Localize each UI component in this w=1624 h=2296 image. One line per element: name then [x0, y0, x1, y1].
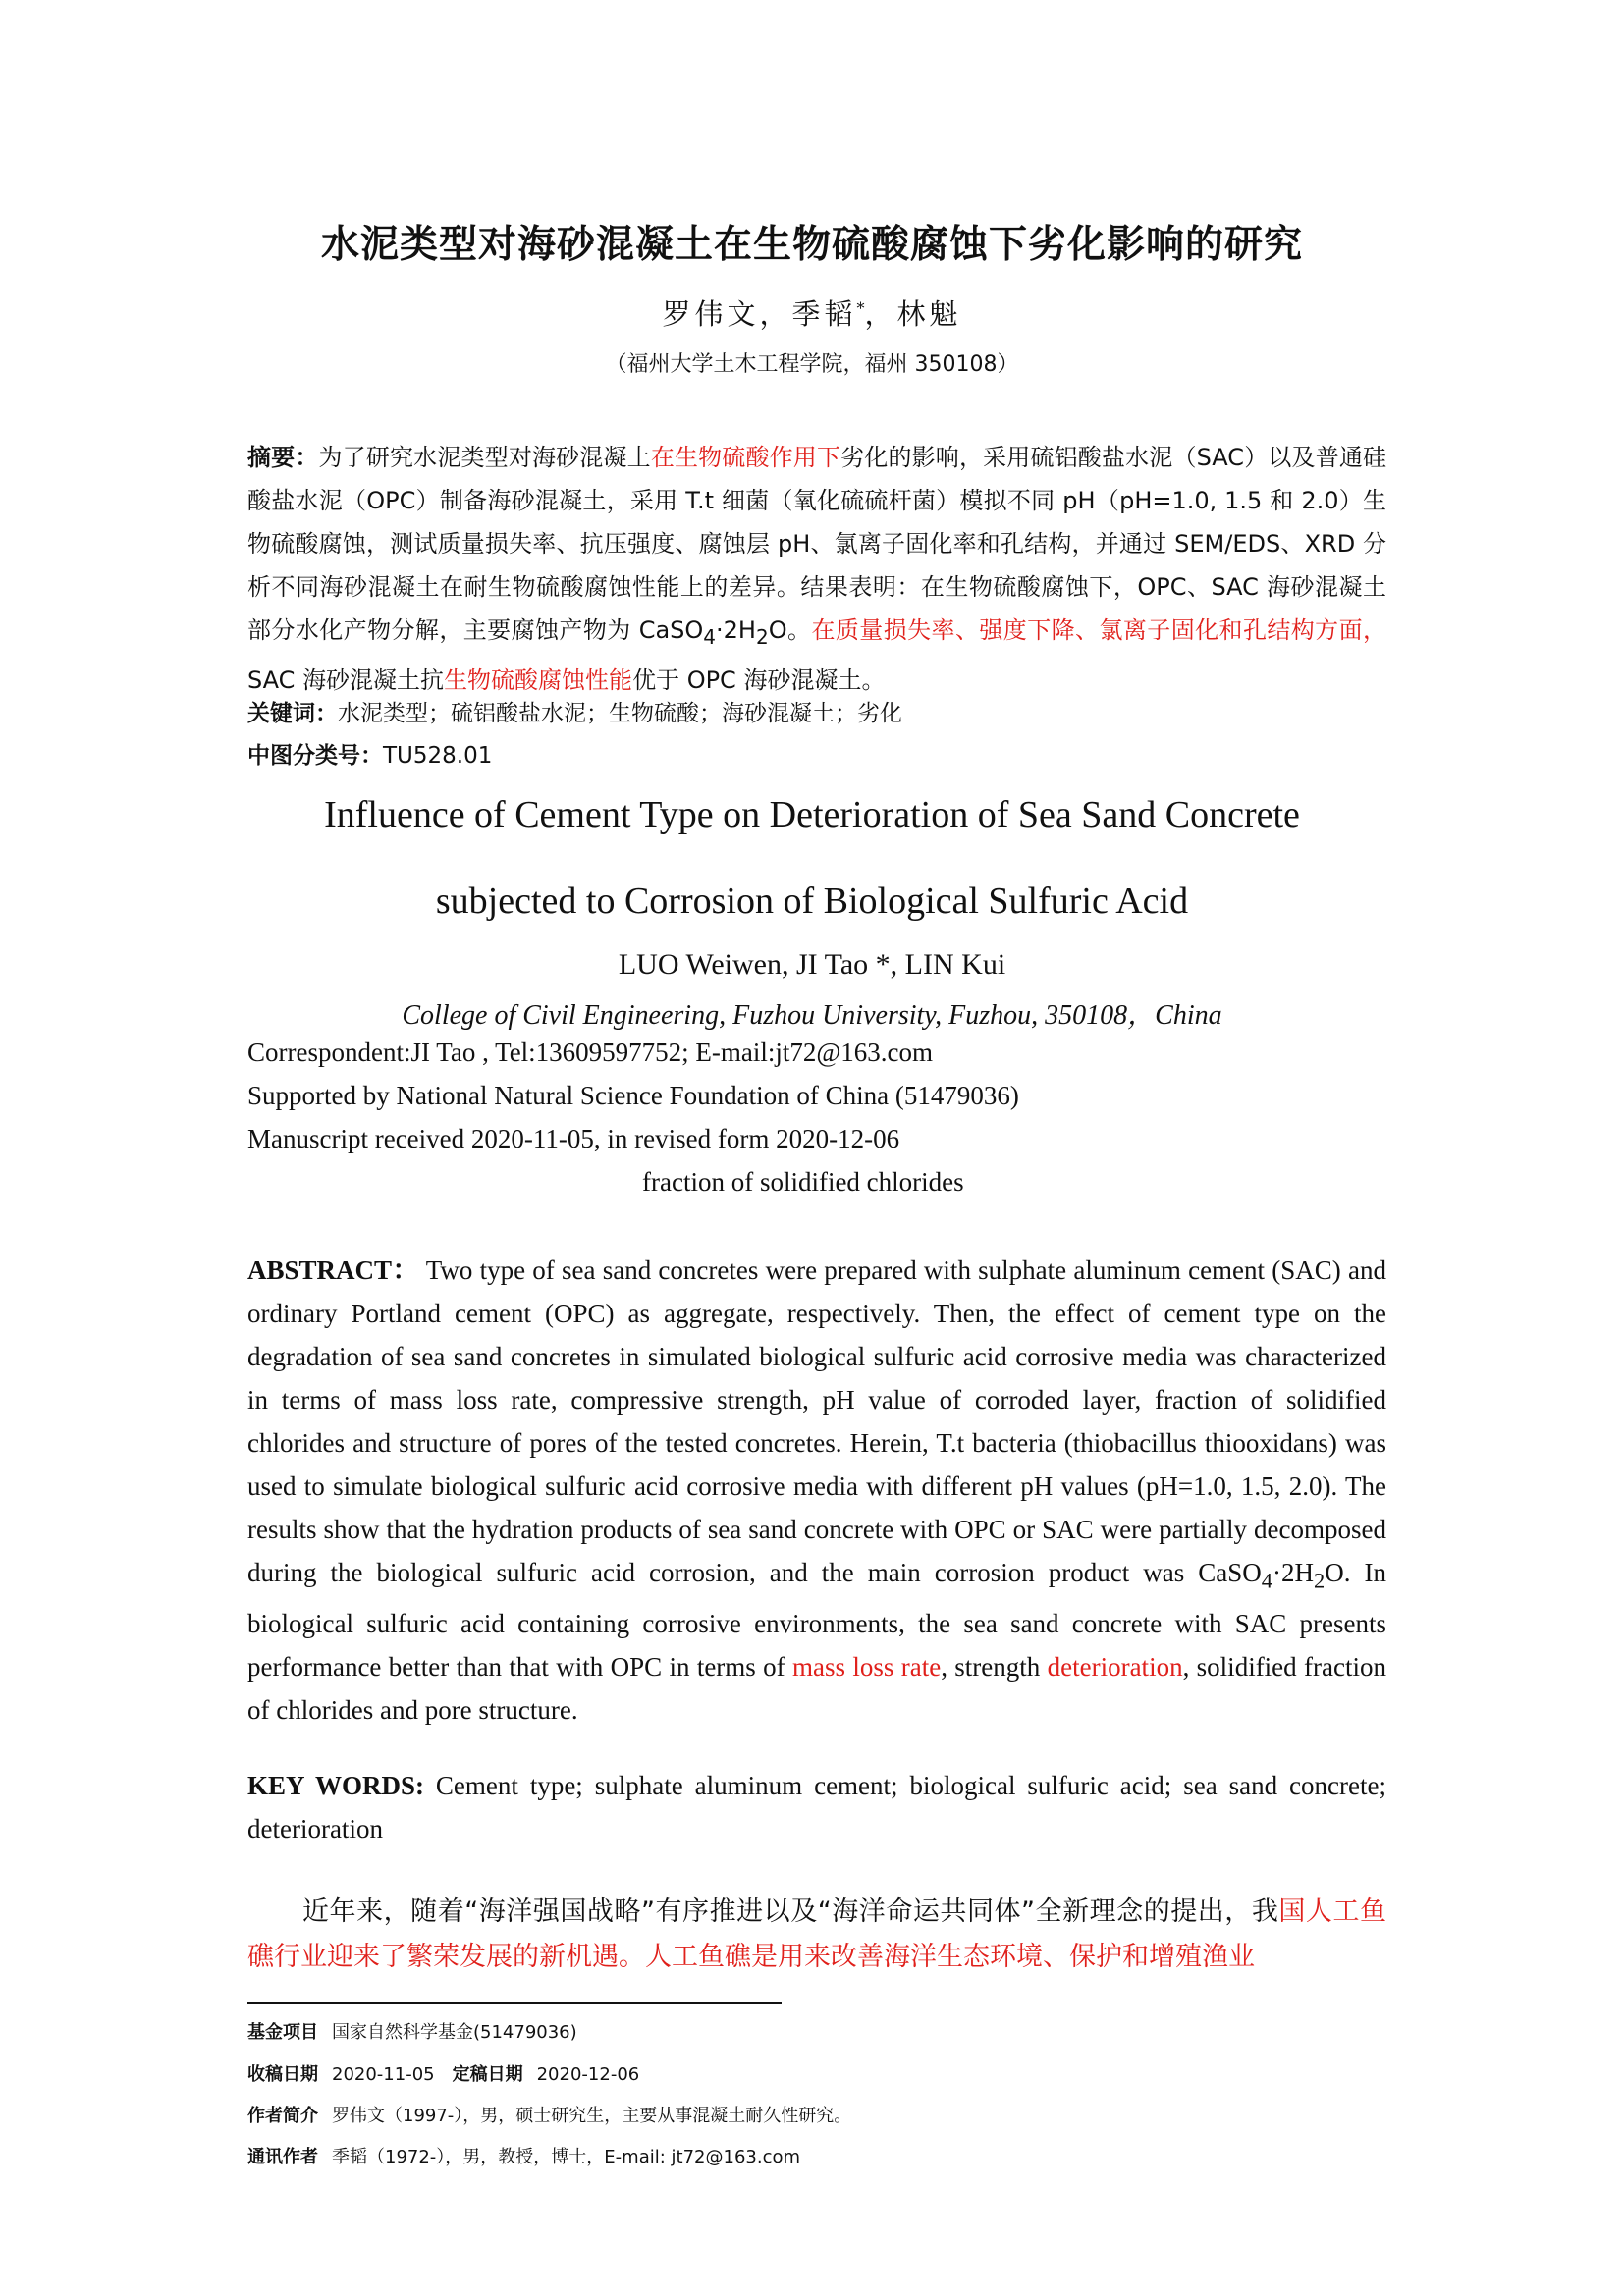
english-abstract-text-3: , strength: [941, 1652, 1048, 1682]
english-affiliation: College of Civil Engineering, Fuzhou University, Fuzhou, 350108，China: [402, 1000, 1222, 1031]
chinese-abstract: [247, 436, 1386, 702]
chinese-abstract-highlight-2: 在质量损失率、强度下降、氯离子固化和孔结构方面，: [811, 616, 1387, 644]
correspondent-info: Correspondent:JI Tao , Tel:13609597752; E-mail:jt72@163.com: [247, 1038, 934, 1067]
chinese-keywords-text: 水泥类型；硫铝酸盐水泥；生物硫酸；海砂混凝土；劣化: [338, 701, 902, 726]
footnote-author: [247, 2102, 851, 2127]
introduction-highlight: 国人工鱼礁行业迎来了繁荣发展的新机遇。人工鱼礁是用来改善海洋生态环境、保护和增殖渔业: [247, 1896, 1387, 1972]
chinese-abstract-text-3: SAC 海砂混凝土抗: [247, 666, 445, 694]
english-abstract-text-1: Two type of sea sand concretes were prepared with sulphate aluminum cement (SAC) and ordinary Portland cement (OPC) as aggregate, respectively. Then, the effect of cement type on the degradation of sea sand concretes in simulated biological sulfuric acid corrosive media was characterized in terms of mass loss rate, compressive strength, pH value of corroded layer, fraction of solidified chlorides and structure of pores of the tested concretes. Herein, T.t bacteria (thiobacillus thiooxidans) was used to simulate biological sulfuric acid corrosive media with different pH values (pH=1.0, 1.5, 2.0). The results show that the hydration products of sea sand concrete with OPC or SAC were partially decomposed during the biological sulfuric acid corrosion, and the main corrosion product was CaSO: [247, 1255, 1386, 1587]
chinese-abstract-text-1: 为了研究水泥类型对海砂混凝土: [318, 444, 651, 471]
footnote-author-label: 作者简介: [247, 2106, 318, 2126]
footnote-received-date: 2020-11-05: [332, 2064, 435, 2085]
chinese-keywords-label: 关键词：: [247, 701, 338, 726]
chinese-authors: [0, 293, 1624, 333]
english-abstract-dot: ·2H: [1272, 1558, 1314, 1587]
chinese-affiliation: （福州大学土木工程学院，福州 350108）: [605, 352, 1019, 377]
chinese-keywords: [247, 694, 1386, 733]
funding-info: Supported by National Natural Science Foundation of China (51479036): [247, 1081, 1019, 1110]
english-keywords-text: Cement type; sulphate aluminum cement; biological sulfuric acid; sea sand concrete; deterioration: [247, 1771, 1386, 1843]
footnote-corresponding-text: 季韬（1972-），男，教授，博士，E-mail: jt72@163.com: [332, 2147, 801, 2167]
chinese-abstract-dot: ·2H: [716, 616, 756, 644]
stray-text-line: fraction of solidified chlorides: [642, 1167, 964, 1197]
footnote-final-label: 定稿日期: [452, 2064, 523, 2085]
chinese-authors-tail: ，林魁: [864, 297, 962, 331]
footnote-final-date: 2020-12-06: [536, 2064, 640, 2085]
english-abstract-text-2: O. In biological sulfuric acid containing corrosive environments, the sea sand concrete with SAC presents performance better than that with OPC in terms of: [247, 1558, 1386, 1682]
footnote-corresponding-label: 通讯作者: [247, 2147, 318, 2167]
footnote-divider: [247, 2002, 782, 2004]
classification-number: [247, 736, 1386, 775]
footnote-funding: [247, 2018, 577, 2044]
chinese-abstract-highlight-3: 生物硫酸腐蚀性能: [444, 666, 633, 694]
english-keywords: [247, 1764, 1386, 1850]
english-abstract-text-4: , solidified fraction of chlorides and pore structure.: [247, 1652, 1386, 1726]
english-authors: LUO Weiwen, JI Tao *, LIN Kui: [618, 948, 1006, 981]
footnote-funding-label: 基金项目: [247, 2022, 318, 2043]
english-abstract: [247, 1249, 1386, 1732]
footnote-corresponding: [247, 2143, 800, 2168]
corresponding-author-mark: *: [856, 298, 865, 318]
footnote-funding-text: 国家自然科学基金(51479036): [332, 2022, 577, 2043]
english-abstract-highlight-1: mass loss rate: [792, 1652, 942, 1682]
manuscript-dates: Manuscript received 2020-11-05, in revised form 2020-12-06: [247, 1124, 900, 1153]
english-title-line-1: Influence of Cement Type on Deterioration of Sea Sand Concrete: [324, 794, 1300, 835]
classification-label: 中图分类号：: [247, 743, 383, 769]
footnote-received-label: 收稿日期: [247, 2064, 318, 2085]
footnote-dates: [247, 2060, 639, 2086]
english-title-line-2: subjected to Corrosion of Biological Sulfuric Acid: [435, 881, 1189, 922]
classification-code: TU528.01: [383, 743, 493, 769]
chinese-abstract-label: 摘要：: [247, 444, 319, 471]
introduction-paragraph: [247, 1890, 1386, 1980]
chinese-abstract-subscript-4: 4: [703, 624, 717, 649]
english-abstract-subscript-4: 4: [1261, 1568, 1272, 1593]
english-abstract-label: ABSTRACT：: [247, 1255, 419, 1285]
english-keywords-label: KEY WORDS:: [247, 1771, 424, 1800]
chinese-abstract-subscript-2: 2: [755, 624, 769, 649]
chinese-title: 水泥类型对海砂混凝土在生物硫酸腐蚀下劣化影响的研究: [320, 223, 1303, 267]
chinese-abstract-o: O。: [768, 616, 812, 644]
chinese-abstract-highlight-1: 在生物硫酸作用下: [650, 444, 841, 471]
footnote-author-text: 罗伟文（1997-），男，硕士研究生，主要从事混凝土耐久性研究。: [332, 2106, 852, 2126]
introduction-text: 近年来，随着“海洋强国战略”有序推进以及“海洋命运共同体”全新理念的提出，我: [302, 1896, 1279, 1927]
chinese-abstract-text-2: 劣化的影响，采用硫铝酸盐水泥（SAC）以及普通硅酸盐水泥（OPC）制备海砂混凝土，采用 T.t 细菌（氧化硫硫杆菌）模拟不同 pH（pH=1.0, 1.5 和 2.0）生物硫酸腐蚀，测试质量损失率、抗压强度、腐蚀层 pH、氯离子固化率和孔结构，并通过 SEM/EDS、XRD 分析不同海砂混凝土在耐生物硫酸腐蚀性能上的差异。结果表明：在生物硫酸腐蚀下，OPC、SAC 海砂混凝土部分水化产物分解，主要腐蚀产物为 CaSO: [247, 444, 1387, 644]
chinese-abstract-text-4: 优于 OPC 海砂混凝土。: [632, 666, 886, 694]
chinese-authors-main: 罗伟文，季韬: [662, 297, 857, 331]
english-abstract-highlight-2: deterioration: [1047, 1652, 1183, 1682]
english-abstract-subscript-2: 2: [1313, 1568, 1326, 1593]
